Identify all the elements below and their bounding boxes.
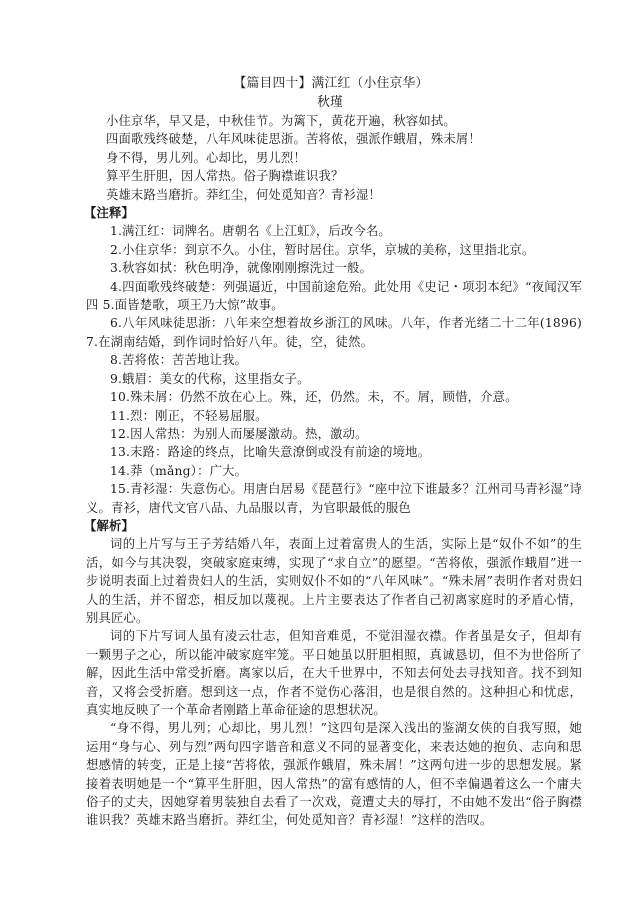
- analysis-heading: 【解析】: [84, 517, 134, 533]
- note-item: 2.小住京华：到京不久。小住，暂时居住。京华，京城的美称，这里指北京。: [110, 242, 535, 257]
- note-item: 12.因人常热：为别人而屡屡激动。热，激动。: [110, 426, 368, 441]
- poem-line: 身不得，男儿列。心却比，男儿烈！: [106, 150, 306, 165]
- poem-line: 英雄末路当磨折。莽红尘，何处觅知音？青衫湿！: [106, 187, 381, 202]
- poem-line: 小住京华，早又是，中秋佳节。为篱下，黄花开遍，秋容如拭。: [106, 114, 456, 128]
- poem-title: 【篇目四十】满江红（小住京华）: [233, 76, 429, 91]
- note-item: 13.末路：路途的终点，比喻失意潦倒或没有前途的境地。: [110, 445, 431, 460]
- note-item: 11.烈：刚正，不轻易屈服。: [110, 408, 268, 423]
- notes-heading: 【注释】: [84, 205, 134, 221]
- analysis-paragraph: “身不得，男儿列；心却比，男儿烈！”这四句是深入浅出的鉴湖女侠的自我写照，她运用“身与心、列与烈”两句四字谐音和意义不同的显著变化，来表达她的抱负、志向和思想感情的转变，正是上接“苦将侬，强派作蛾眉，殊未屑！”这两句进一步的思想发展。紧接着表明她是一个“算平生肝胆，因人常热”的富有感情的人，但不幸偏遇着这么一个庸夫俗子的丈夫，因她穿着男装独自去看了一次戏，竟遭丈夫的辱打，不由她不发出“俗子胸襟谁识我？英雄末路当磨折。莽红尘，何处觅知音？青衫湿！”这样的浩叹。: [86, 721, 582, 828]
- note-item: 14.莽（mǎng）：广大。: [110, 463, 248, 478]
- note-item: 3.秋容如拭：秋色明净，就像刚刚擦洗过一般。: [110, 261, 373, 276]
- note-item: 15.青衫湿：失意伤心。用唐白居易《琵琶行》“座中泣下谁最多？江州司马青衫湿”诗义。青衫，唐代文官八品、九品服以青，为官职最低的服色: [86, 482, 582, 515]
- note-item: 6.八年风味徒思浙：八年来空想着故乡浙江的风味。八年，作者光绪二十二年(1896) 7.在湖南结婚，到作词时恰好八年。徒，空，徒然。: [86, 316, 582, 349]
- analysis-paragraph: 词的下片写词人虽有凌云壮志，但知音难觅，不觉泪湿衣襟。作者虽是女子，但却有一颗男子之心，所以能冲破家庭牢笼。平日她虽以肝胆相照，真诚恳切，但不为世俗所了解，因此生活中常受折磨。离家以后，在大千世界中，不知去何处去寻找知音。找不到知音，又将会受折磨。想到这一点，作者不觉伤心落泪，也是很自然的。这种担心和忧虑，真实地反映了一个革命者刚踏上革命征途的思想状况。: [86, 629, 582, 717]
- poem-line: 四面歌残终破楚，八年风味徒思浙。苦将侬，强派作蛾眉，殊未屑！: [106, 132, 481, 147]
- poem-body: [86, 112, 582, 204]
- poem-author: 秋瑾: [317, 95, 343, 110]
- note-item: 10.殊未屑：仍然不放在心上。殊，还，仍然。未，不。屑，顾惜，介意。: [110, 390, 518, 405]
- note-item: 9.蛾眉：美女的代称，这里指女子。: [110, 371, 310, 386]
- analysis-body: [86, 535, 582, 830]
- poem-line: 算平生肝胆，因人常热。俗子胸襟谁识我？: [106, 169, 344, 184]
- note-item: 1.满江红：词牌名。唐朝名《上江虹》，后改今名。: [110, 224, 391, 239]
- note-item: 4.四面歌残终破楚：列强逼近，中国前途危殆。此处用《史记・项羽本纪》“夜闻汉军四 5.面皆楚歌，项王乃大惊”故事。: [86, 279, 582, 313]
- notes-list: [86, 222, 582, 517]
- analysis-paragraph: 词的上片写与王子芳结婚八年，表面上过着富贵人的生活，实际上是“奴仆不如”的生活，如今与其决裂，突破家庭束缚，实现了“求自立”的愿望。“苦将侬，强派作蛾眉”进一步说明表面上过着贵妇人的生活，实则奴仆不如的“八年风味”。“殊未屑”表明作者对贵妇人的生活，并不留恋，相反加以蔑视。上片主要表达了作者自己初离家庭时的矛盾心情，别具匠心。: [86, 537, 582, 625]
- note-item: 8.苦将侬：苦苦地让我。: [110, 353, 248, 368]
